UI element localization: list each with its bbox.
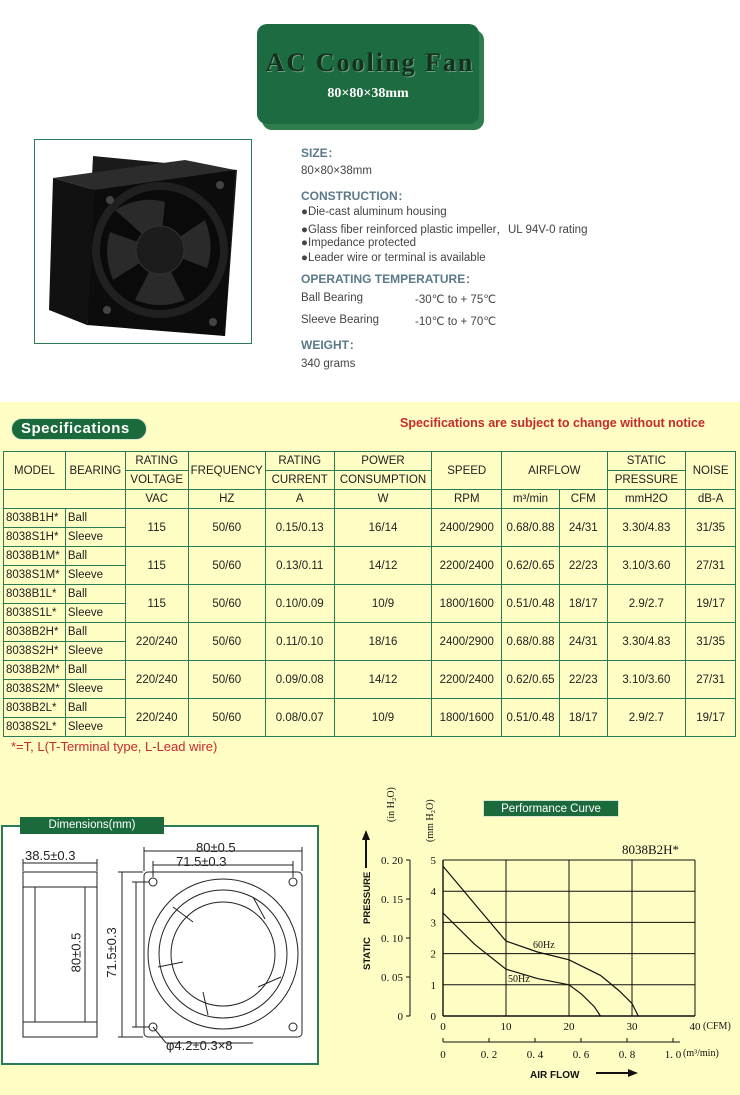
page-title: AC Cooling Fan [265, 48, 475, 77]
y-tick-label-mmh2o: 2 [430, 948, 436, 961]
x-tick-label-m3min: 1. 0 [664, 1049, 682, 1061]
cell-model: 8038B2M* [4, 661, 66, 680]
temp-heading: OPERATING TEMPERATURE： [301, 272, 478, 286]
cell-m3: 0.51/0.48 [502, 585, 560, 623]
unit-mmh2o: mmH2O [607, 490, 686, 509]
cell-cfm: 22/23 [559, 661, 607, 699]
y-label-static: STATIC [362, 937, 373, 970]
table-row [4, 661, 736, 680]
cell-a: 0.08/0.07 [265, 699, 334, 737]
dim-hole: φ4.2±0.3×8 [166, 1038, 233, 1053]
header-voltage: VOLTAGE [125, 471, 188, 490]
table-row [4, 623, 736, 642]
construction-item: ●Leader wire or terminal is available [301, 252, 486, 264]
unit-dba: dB-A [686, 490, 736, 509]
page-subtitle-size: 80×80×38mm [327, 86, 409, 101]
size-heading: SIZE： [301, 146, 340, 160]
x-tick-label-m3min: 0 [440, 1049, 446, 1061]
weight-heading: WEIGHT： [301, 338, 361, 352]
cell-m3: 0.68/0.88 [502, 509, 560, 547]
cell-rpm: 2200/2400 [432, 661, 502, 699]
dim-width: 80±0.5 [196, 840, 236, 855]
cell-hz: 50/60 [188, 547, 265, 585]
cell-bearing: Ball [65, 623, 125, 642]
x-tick-label-m3min: 0. 6 [572, 1049, 590, 1061]
cell-w: 14/12 [334, 661, 432, 699]
cell-bearing: Ball [65, 585, 125, 604]
cell-rpm: 2400/2900 [432, 509, 502, 547]
header-rating-current: RATING [265, 452, 334, 471]
weight-value: 340 grams [301, 358, 356, 370]
x-axis-arrowhead [628, 1069, 638, 1077]
cell-model: 8038B1L* [4, 585, 66, 604]
cell-w: 18/16 [334, 623, 432, 661]
size-value: 80×80×38mm [301, 165, 372, 177]
cell-rpm: 1800/1600 [432, 585, 502, 623]
temp-value-ball: -30℃ to + 75℃ [415, 294, 497, 306]
curve-label-60hz: 60Hz [533, 940, 555, 951]
cell-mm: 3.10/3.60 [607, 547, 686, 585]
unit-a: A [265, 490, 334, 509]
unit-vac: VAC [125, 490, 188, 509]
temp-label-ball: Ball Bearing [301, 292, 364, 304]
header-speed: SPEED [432, 452, 502, 490]
construction-item: ●Glass fiber reinforced plastic impeller，UL 94V-0 rating [301, 224, 588, 236]
y-tick-label-mmh2o: 4 [430, 886, 436, 899]
unit-rpm: RPM [432, 490, 502, 509]
change-notice: Specifications are subject to change without notice [400, 416, 705, 430]
table-row [4, 699, 736, 718]
x-tick-label-cfm: 20 [563, 1021, 575, 1033]
cell-hz: 50/60 [188, 661, 265, 699]
x-tick-label-m3min: 0. 4 [526, 1049, 544, 1061]
cell-vac: 115 [125, 509, 188, 547]
dim-hole-spacing-vertical: 71.5±0.3 [103, 927, 119, 978]
dimensions-label: Dimensions(mm) [20, 817, 164, 834]
spec-table-body [4, 509, 736, 737]
cell-model: 8038S1L* [4, 604, 66, 623]
cell-a: 0.15/0.13 [265, 509, 334, 547]
table-row [4, 547, 736, 566]
cell-model: 8038S2L* [4, 718, 66, 737]
performance-curve-label: Performance Curve [483, 800, 619, 817]
cell-a: 0.09/0.08 [265, 661, 334, 699]
cell-a: 0.11/0.10 [265, 623, 334, 661]
curve-label-50hz: 50Hz [508, 974, 530, 985]
cell-w: 10/9 [334, 699, 432, 737]
x-tick-label-m3min: 0. 2 [480, 1049, 498, 1061]
cell-bearing: Sleeve [65, 642, 125, 661]
table-row [4, 585, 736, 604]
y-tick-label-mmh2o: 5 [430, 855, 436, 867]
x-unit-cfm: (CFM) [703, 1021, 731, 1032]
fan-image [35, 140, 251, 343]
x-tick-label-cfm: 0 [440, 1021, 446, 1033]
cell-cfm: 18/17 [559, 699, 607, 737]
table-row [4, 509, 736, 528]
cell-vac: 115 [125, 585, 188, 623]
cell-rpm: 2400/2900 [432, 623, 502, 661]
curve-model: 8038B2H* [622, 842, 680, 857]
cell-m3: 0.62/0.65 [502, 661, 560, 699]
spec-table [3, 451, 736, 737]
header-static: STATIC [607, 452, 686, 471]
cell-mm: 3.30/4.83 [607, 509, 686, 547]
unit-m3min: m³/min [502, 490, 560, 509]
construction-item: ●Die-cast aluminum housing [301, 206, 447, 218]
y-tick-label-inh2o: 0. 10 [381, 933, 403, 945]
cell-mm: 2.9/2.7 [607, 585, 686, 623]
cell-bearing: Sleeve [65, 718, 125, 737]
y-tick-label-inh2o: 0 [397, 1011, 403, 1023]
cell-hz: 50/60 [188, 623, 265, 661]
table-units-row [4, 490, 736, 509]
construction-item: ●Impedance protected [301, 237, 416, 249]
cell-bearing: Ball [65, 509, 125, 528]
x-tick-label-m3min: 0. 8 [618, 1049, 636, 1061]
cell-bearing: Ball [65, 699, 125, 718]
y-axis-arrowhead [362, 830, 370, 840]
cell-bearing: Ball [65, 661, 125, 680]
y-tick-label-mmh2o: 0 [430, 1011, 436, 1023]
y-tick-label-inh2o: 0. 20 [381, 855, 403, 867]
cell-cfm: 22/23 [559, 547, 607, 585]
cell-vac: 220/240 [125, 661, 188, 699]
cell-rpm: 2200/2400 [432, 547, 502, 585]
dim-hole-spacing: 71.5±0.3 [176, 854, 227, 869]
y-tick-label-mmh2o: 1 [430, 979, 436, 992]
specifications-badge: Specifications [11, 418, 147, 440]
cell-mm: 3.30/4.83 [607, 623, 686, 661]
x-tick-label-cfm: 30 [626, 1021, 638, 1033]
cell-bearing: Sleeve [65, 528, 125, 547]
cell-mm: 3.10/3.60 [607, 661, 686, 699]
cell-a: 0.10/0.09 [265, 585, 334, 623]
cell-w: 10/9 [334, 585, 432, 623]
x-tick-label-cfm: 10 [500, 1021, 512, 1033]
cell-bearing: Sleeve [65, 566, 125, 585]
cell-cfm: 24/31 [559, 509, 607, 547]
model-footnote: *=T, L(T-Terminal type, L-Lead wire) [11, 739, 218, 754]
header-frequency: FREQUENCY [188, 452, 265, 490]
header-current: CURRENT [265, 471, 334, 490]
cell-w: 14/12 [334, 547, 432, 585]
unit-hz: HZ [188, 490, 265, 509]
cell-bearing: Sleeve [65, 680, 125, 699]
cell-m3: 0.62/0.65 [502, 547, 560, 585]
cell-model: 8038B1M* [4, 547, 66, 566]
header-airflow: AIRFLOW [502, 452, 607, 490]
cell-vac: 220/240 [125, 699, 188, 737]
header-power: POWER [334, 452, 432, 471]
cell-rpm: 1800/1600 [432, 699, 502, 737]
cell-db: 27/31 [686, 547, 736, 585]
header-rating: RATING [125, 452, 188, 471]
product-photo [34, 139, 252, 344]
cell-m3: 0.51/0.48 [502, 699, 560, 737]
performance-chart [340, 820, 740, 1090]
cell-bearing: Ball [65, 547, 125, 566]
x-axis-label: AIR FLOW [530, 1070, 580, 1081]
cell-w: 16/14 [334, 509, 432, 547]
cell-model: 8038S1M* [4, 566, 66, 585]
cell-hz: 50/60 [188, 509, 265, 547]
cell-m3: 0.68/0.88 [502, 623, 560, 661]
y-tick-label-inh2o: 0. 15 [381, 894, 403, 906]
cell-a: 0.13/0.11 [265, 547, 334, 585]
curve-50hz [443, 913, 601, 1016]
cell-db: 31/35 [686, 623, 736, 661]
cell-db: 31/35 [686, 509, 736, 547]
header-noise: NOISE [686, 452, 736, 490]
header-consumption: CONSUMPTION [334, 471, 432, 490]
cell-model: 8038B2H* [4, 623, 66, 642]
table-header-row [4, 452, 736, 471]
cell-vac: 115 [125, 547, 188, 585]
header-model: MODEL [4, 452, 66, 490]
construction-heading: CONSTRUCTION： [301, 189, 410, 203]
unit-cfm: CFM [559, 490, 607, 509]
cell-model: 8038S2M* [4, 680, 66, 699]
temp-value-sleeve: -10℃ to + 70℃ [415, 316, 497, 328]
dim-depth: 38.5±0.3 [25, 848, 76, 863]
dim-height: 80±0.5 [68, 932, 84, 973]
temp-label-sleeve: Sleeve Bearing [301, 314, 379, 326]
y-label-pressure: PRESSURE [362, 871, 373, 924]
cell-db: 19/17 [686, 585, 736, 623]
cell-model: 8038S2H* [4, 642, 66, 661]
header-bearing: BEARING [65, 452, 125, 490]
y-unit-mmh2o: (mm H₂O) [425, 799, 436, 842]
cell-db: 19/17 [686, 699, 736, 737]
unit-w: W [334, 490, 432, 509]
y-unit-inh2o: (in H₂O) [386, 787, 397, 822]
cell-db: 27/31 [686, 661, 736, 699]
cell-bearing: Sleeve [65, 604, 125, 623]
cell-mm: 2.9/2.7 [607, 699, 686, 737]
cell-hz: 50/60 [188, 699, 265, 737]
cell-model: 8038B2L* [4, 699, 66, 718]
y-tick-label-inh2o: 0. 05 [381, 972, 403, 984]
cell-vac: 220/240 [125, 623, 188, 661]
cell-hz: 50/60 [188, 585, 265, 623]
header-pressure: PRESSURE [607, 471, 686, 490]
cell-cfm: 24/31 [559, 623, 607, 661]
y-tick-label-mmh2o: 3 [430, 917, 436, 930]
cell-model: 8038B1H* [4, 509, 66, 528]
x-tick-label-cfm: 40 [689, 1021, 701, 1033]
cell-cfm: 18/17 [559, 585, 607, 623]
x-unit-m3min: (m³/min) [683, 1048, 719, 1059]
cell-model: 8038S1H* [4, 528, 66, 547]
